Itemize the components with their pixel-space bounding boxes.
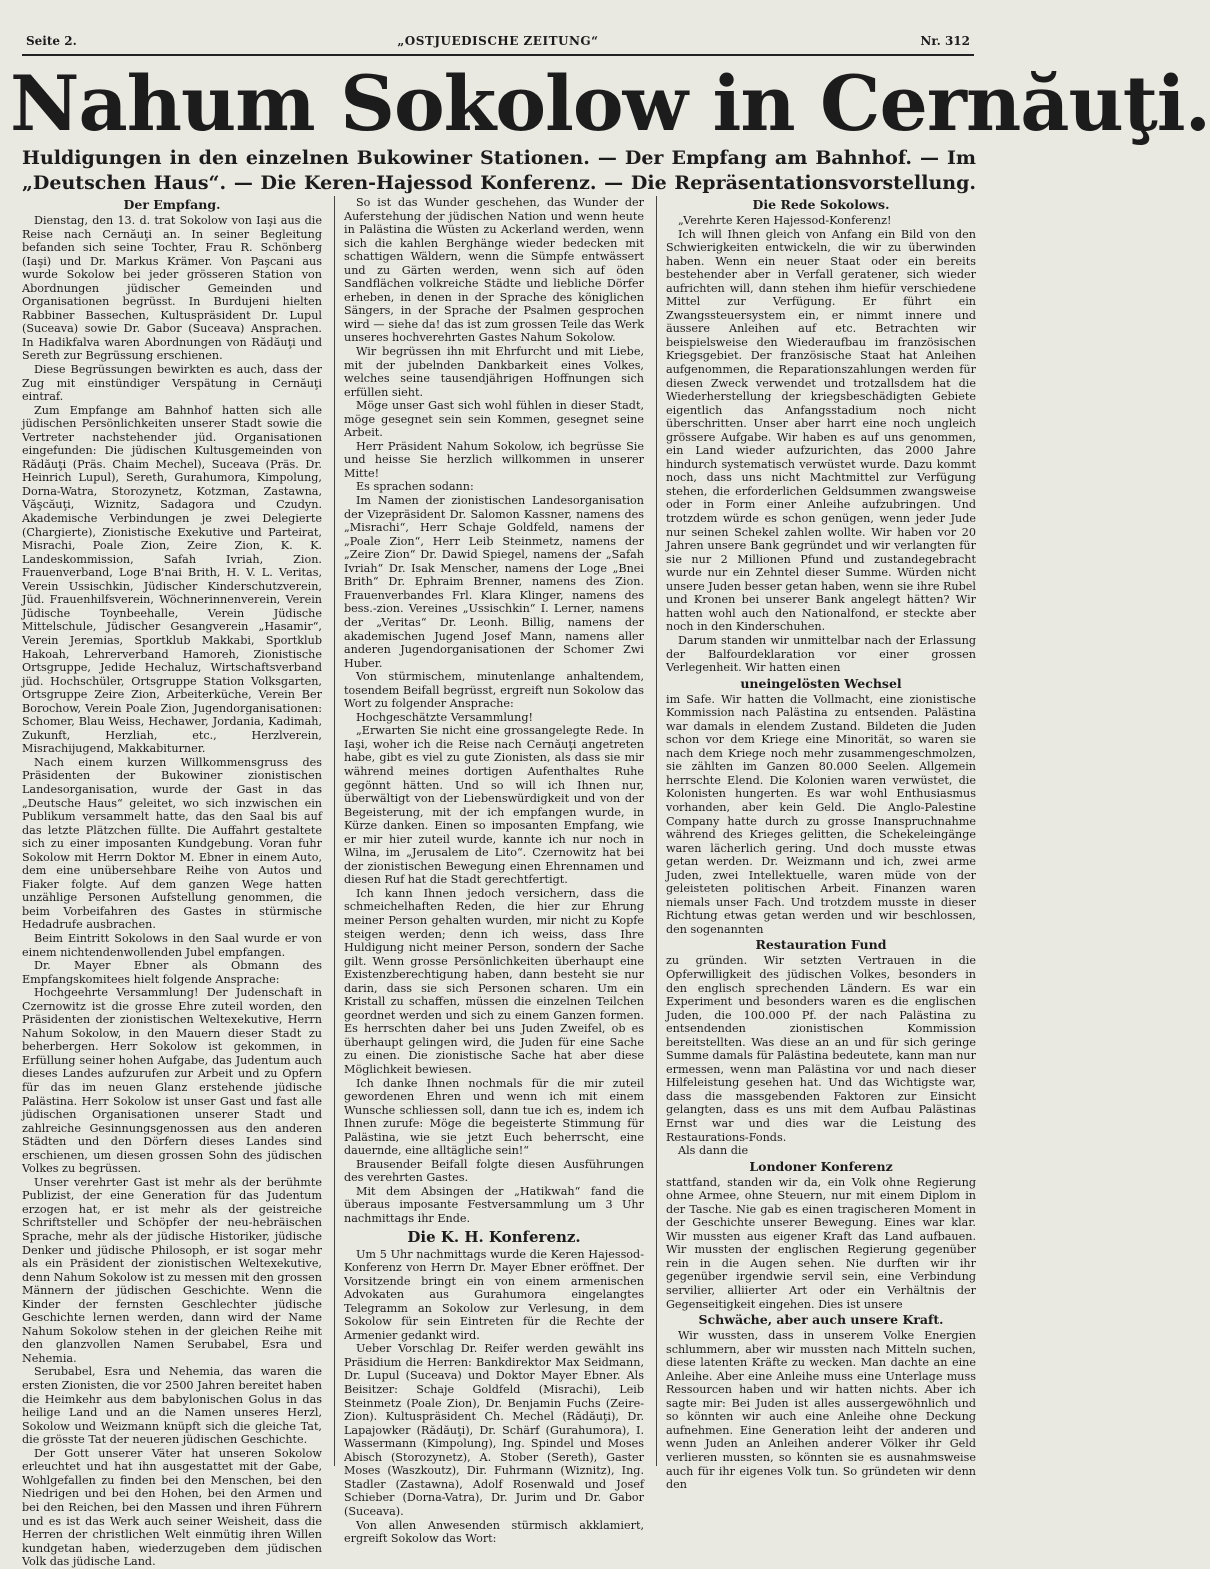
paragraph: Zum Empfange am Bahnhof hatten sich alle jüdischen Persönlichkeiten unserer Stadt sowie die Vertreter nachstehender jüd. Organisationen eingefunden: Die jüdischen Kultusgemeinden von Rădăuţi (Präs. Chaim Mechel), Suceava (Präs. Dr. Heinrich Lupul), Sereth, Gurahumora, Kimpolung, Dorna-Watra, Storozynetz, Kotzman, Zastawna, Văşcăuţi, Wiznitz, Sadagora und Czudyn. Akademische Verbindungen je zwei Delegierte (Chargierte), Zionistische Exekutive und Parteirat, Misrachi, Poale Zion, Zeire Zion, K. K. Landeskommission, Safah Ivriah, Zion. Frauenverband, Loge B'nai Brith, H. V. L. Veritas, Verein Ussischkin, Jüdischer Kinderschutzverein, Jüd. Frauenhilfsverein, Wöchnerinnenverein, Verein Jüdische Toynbeehalle, Verein Jüdische Mittelschule, Jüdischer Gesangverein „Hasamir“, Verein Jeremias, Sportklub Makkabi, Sportklub Hakoah, Lehrerverband Hamoreh, Zionistische Ortsgruppe, Jedide Hechaluz, Wirtschaftsverband jüd. Hochschüler, Ortsgruppe Station Volksgarten, Ortsgruppe Zeire Zion, Arbeiterküche, Verein Ber Borochow, Verein Poale Zion, Jugendorganisationen: Schomer, Blau Weiss, Hechawer, Jordania, Kadimah, Zukunft, Herzliah, etc., Herzlverein, Misrachijugend, Makkabiturner. bbox=[22, 403, 322, 756]
subheadline: Huldigungen in den einzelnen Bukowiner Stationen. — Der Empfang am Bahnhof. — Im „Deutschen Haus“. — Die Keren-Hajessod Konferenz. — Die Repräsentationsvorstellung. bbox=[22, 147, 976, 194]
paragraph: Ich kann Ihnen jedoch versichern, dass die schmeichelhaften Reden, die hier zur Ehrung meiner Person gehalten wurden, mir nicht zu Kopfe steigen werden; denn ich weiss, dass Ihre Huldigung nicht meiner Person, sondern der Sache gilt. Wenn grosse Persönlichkeiten überhaupt eine Existenzberechtigung haben, dann besteht sie nur darin, dass sie sich Personen scharen. Um ein Kristall zu schaffen, müssen die einzelnen Teilchen geordnet werden und sich zu einem Ganzen formen. Es herrschten daher bei uns Juden Zweifel, ob es überhaupt gelingen wird, die Juden für eine Sache zu einen. Die zionistische Sache hat aber diese Möglichkeit bewiesen. bbox=[344, 886, 644, 1076]
paragraph: Von allen Anwesenden stürmisch akklamiert, ergreift Sokolow das Wort: bbox=[344, 1518, 644, 1546]
header-rule bbox=[22, 54, 974, 56]
column-1 bbox=[22, 196, 322, 1569]
paragraph: Ich will Ihnen gleich von Anfang ein Bild von den Schwierigkeiten entwickeln, die wir zu überwinden haben. Wenn ein neuer Staat oder ein bereits bestehender aber in Verfall geratener, sich wieder aufrichten will, dann stehen ihm hiefür verschiedene Mittel zur Verfügung. Er führt ein Zwangssteuersystem ein, er nimmt innere und äussere Anleihen auf etc. Betrachten wir beispielsweise den Wiederaufbau im französischen Kriegsgebiet. Der französische Staat hat Anleihen aufgenommen, die Reparationszahlungen werden für diesen Zweck verwendet und trotzallsdem hat die Wiederherstellung der kriegsbeschädigten Gebiete eigentlich das Anfangsstadium noch nicht überschritten. Unser aber harrt eine noch ungleich grössere Aufgabe. Wir haben es auf uns genommen, ein Land wieder aufzurichten, das 2000 Jahre hindurch systematisch verwüstet wurde. Dazu kommt noch, dass uns nicht Machtmittel zur Verfügung stehen, die erforderlichen Geldsummen zwangsweise oder in Form einer Anleihe aufzubringen. Und trotzdem würde es schon genügen, wenn jeder Jude nur seinen Schekel zahlen wollte. Wir haben vor 20 Jahren unsere Bank gegründet und wir verlangten für sie nur 2 Millionen Pfund und zustandegebracht wurde nur ein Zehntel dieser Summe. Würden nicht unsere Juden besser getan haben, wenn sie ihre Rubel und Kronen bei unserer Bank angelegt hätten? Wir hatten wohl auch den Nationalfond, er steckte aber noch in den Kinderschuhen. bbox=[666, 227, 976, 634]
paragraph: „Verehrte Keren Hajessod-Konferenz! bbox=[678, 214, 892, 227]
section-heading-kh-konferenz: Die K. H. Konferenz. bbox=[407, 1227, 581, 1246]
page-number: Seite 2. bbox=[26, 34, 77, 48]
paragraph: Hochgeehrte Versammlung! Der Judenschaft in Czernowitz ist die grosse Ehre zuteil worden, den Präsidenten der zionistischen Weltexekutive, Herrn Nahum Sokolow, in den Mauern dieser Stadt zu beherbergen. Herr Sokolow ist gekommen, in Erfüllung seiner hohen Aufgabe, das Judentum auch dieses Landes aufzurufen zur Arbeit und zu Opfern für das im neuen Glanz erstehende jüdische Palästina. Herr Sokolow ist unser Gast und fast alle jüdischen Organisationen unserer Stadt und zahlreiche Gesinnungsgenossen aus den anderen Städten und den Dörfern dieses Landes sind erschienen, um diesen grossen Sohn des jüdischen Volkes zu begrüssen. bbox=[22, 986, 322, 1176]
column-3 bbox=[666, 196, 976, 1492]
paragraph: Wir wussten, dass in unserem Volke Energien schlummern, aber wir mussten nach Mitteln suchen, diese latenten Kräfte zu wecken. Man dachte an eine Anleihe. Aber eine Anleihe muss eine Unterlage muss Ressourcen haben und wir hatten nichts. Aber ich sagte mir: Bei Juden ist alles aussergewöhnlich und so könnten wir auch eine Anleihe ohne Deckung aufnehmen. Eine Generation leiht der anderen und wenn Juden an Anleihen anderer Völker ihr Geld verlieren mussten, so könnten sie es ausnahmsweise auch für ihr eigenes Volk tun. So gründeten wir denn den bbox=[666, 1329, 976, 1492]
paragraph: Als dann die bbox=[678, 1144, 749, 1158]
paragraph: Nach einem kurzen Willkommensgruss des Präsidenten der Bukowiner zionistischen Landesorganisation, wurde der Gast in das „Deutsche Haus“ geleitet, wo sich inzwischen ein Publikum versammelt hatte, das den Saal bis auf das letzte Plätzchen füllte. Die Auffahrt gestaltete sich zu einer imposanten Kundgebung. Voran fuhr Sokolow mit Herrn Doktor M. Ebner in einem Auto, dem eine unübersehbare Reihe von Autos und Fiaker folgte. Auf dem ganzen Wege hatten unzählige Personen Aufstellung genommen, die beim Vorbeifahren des Gastes in stürmische Hedadrufe ausbrachen. bbox=[22, 755, 322, 932]
paragraph: Darum standen wir unmittelbar nach der Erlassung der Balfourdeklaration vor einer grossen Verlegenheit. Wir hatten einen bbox=[666, 633, 976, 675]
paragraph: Möge unser Gast sich wohl fühlen in dieser Stadt, möge gesegnet sein sein Kommen, gesegnet seine Arbeit. bbox=[344, 399, 644, 440]
paragraph: Unser verehrter Gast ist mehr als der berühmte Publizist, der eine Generation für das Judentum erzogen hat, er ist mehr als der geistreiche Schriftsteller und Schöpfer der neu-hebräischen Sprache, mehr als der jüdische Historiker, jüdische Denker und jüdische Philosoph, er ist sogar mehr als ein Präsident der zionistischen Weltexekutive, denn Nahum Sokolow ist zu messen mit den grossen Männern der jüdischen Geschichte. Wenn die Kinder der fernsten Geschlechter jüdische Geschichte lernen werden, dann wird der Name Nahum Sokolow stehen in der gleichen Reihe mit den glanzvollen Namen Serubabel, Esra und Nehemia. bbox=[22, 1175, 322, 1365]
issue-number: Nr. 312 bbox=[920, 34, 970, 48]
subheading-restauration-fund: Restauration Fund bbox=[755, 937, 887, 953]
subheading-wechsel: uneingelösten Wechsel bbox=[740, 675, 902, 691]
headline: Nahum Sokolow in Cernăuţi. bbox=[10, 59, 1210, 148]
paragraph: Im Namen der zionistischen Landesorganisation der Vizepräsident Dr. Salomon Kassner, namens des „Misrachi“, Herr Schaje Goldfeld, namens der „Poale Zion“, Herr Leib Steinmetz, namens der „Zeire Zion“ Dr. Dawid Spiegel, namens der „Safah Ivriah“ Dr. Isak Menscher, namens der Loge „Bnei Brith“ Dr. Ephraim Brenner, namens des Zion. Frauenverbandes Frl. Klara Klinger, namens des bess.-zion. Vereines „Ussischkin“ I. Lerner, namens der „Veritas“ Dr. Leonh. Billig, namens der akademischen Jugend Josef Mann, namens aller anderen Jugendorganisationen der Schomer Zwi Huber. bbox=[344, 494, 644, 670]
paragraph: zu gründen. Wir setzten Vertrauen in die Opferwilligkeit des jüdischen Volkes, besonders in den englisch sprechenden Ländern. Es war ein Experiment und besonders waren es die englischen Juden, die 100.000 Pf. der nach Palästina zu entsendenden zionistischen Kommission bereitstellten. Was diese an an und für sich geringe Summe damals für Palästina bedeutete, kann man nur ermessen, wenn man Palästina vor und nach dieser Hilfeleistung gesehen hat. Und das Wichtigste war, dass die massgebenden Faktoren zur Einsicht gelangten, dass es uns mit dem Aufbau Palästinas Ernst war und dies war die Leistung des Restaurations-Fonds. bbox=[666, 954, 976, 1144]
paragraph: Der Gott unserer Väter hat unseren Sokolow erleuchtet und hat ihn ausgestattet mit der Gabe, Wohlgefallen zu finden bei den Menschen, bei den Niedrigen und bei den Hohen, bei den Armen und bei den Reichen, bei den Massen und ihren Führern und es ist das Werk auch seiner Weisheit, dass die Herren der christlichen Welt einmütig ihren Willen kundgetan haben, wiederzugeben dem jüdischen Volk das jüdische Land. bbox=[22, 1446, 322, 1569]
paragraph: „Erwarten Sie nicht eine grossangelegte Rede. In Iaşi, woher ich die Reise nach Cernăuţi angetreten habe, gibt es viel zu gute Zionisten, als dass sie mir während meines dortigen Aufenthaltes Ruhe gegönnt hätten. Und so will ich Ihnen nur, überwältigt von der Liebenswürdigkeit und von der Begeisterung, mit der ich empfangen wurde, in Kürze danken. Einen so imposanten Empfang, wie er mir hier zuteil wurde, kannte ich nur noch in Wilna, im „Jerusalem de Lito“. Czernowitz hat bei der zionistischen Bewegung einen Ehrennamen und diesen Ruf hat die Stadt gerechtfertigt. bbox=[344, 724, 644, 887]
subheading-schwaeche: Schwäche, aber auch unsere Kraft. bbox=[698, 1312, 944, 1328]
paragraph: Beim Eintritt Sokolows in den Saal wurde er von einem nichtendenwollenden Jubel empfangen. bbox=[22, 931, 322, 959]
paragraph: Diese Begrüssungen bewirkten es auch, dass der Zug mit einstündiger Verspätung in Cernăuţi eintraf. bbox=[22, 363, 322, 404]
paragraph: Es sprachen sodann: bbox=[356, 480, 474, 494]
paragraph: Von stürmischem, minutenlange anhaltendem, tosendem Beifall begrüsst, ergreift nun Sokolow das Wort zu folgender Ansprache: bbox=[344, 670, 644, 711]
paragraph: Wir begrüssen ihn mit Ehrfurcht und mit Liebe, mit der jubelnden Dankbarkeit eines Volkes, welches seine tausendjährigen Hoffnungen sich erfüllen sieht. bbox=[344, 345, 644, 399]
article-columns bbox=[22, 196, 978, 1569]
paragraph: stattfand, standen wir da, ein Volk ohne Regierung ohne Armee, ohne Steuern, nur mit einem Diplom in der Tasche. Nie gab es einen tragischeren Moment in der Geschichte unserer Bewegung. Eines war klar. Wir mussten aus eigener Kraft das Land aufbauen. Wir mussten der englischen Regierung gegenüber rein in die Augen sehen. Nie durften wir ihr gegenüber irgendwie servil sein, eine Verbindung servilier, alliierter Art oder ein Verhältnis der Gegenseitigkeit eingehen. Dies ist unsere bbox=[666, 1175, 976, 1311]
newspaper-name: „OSTJUEDISCHE ZEITUNG“ bbox=[397, 34, 599, 48]
paragraph: Um 5 Uhr nachmittags wurde die Keren Hajessod-Konferenz von Herrn Dr. Mayer Ebner eröffnet. Der Vorsitzende bringt ein von einem armenischen Advokaten aus Gurahumora eingelangtes Telegramm an Sokolow zur Verlesung, in dem Sokolow für sein Eintreten für die Rechte der Armenier gedankt wird. bbox=[344, 1247, 644, 1342]
paragraph: im Safe. Wir hatten die Vollmacht, eine zionistische Kommission nach Palästina zu entsenden. Palästina war damals in elendem Zustand. Bildeten die Juden schon vor dem Kriege eine Minorität, so waren sie nach dem Kriege noch mehr zusammengeschmolzen, sie zählten im Ganzen 80.000 Seelen. Allgemein herrschte Elend. Die Kolonien waren verwüstet, die Kolonisten hungerten. Es war wohl Enthusiasmus vorhanden, aber kein Geld. Die Anglo-Palestine Company hatte durch zu grosse Inanspruchnahme während des Krieges gelitten, die Schekeleingänge waren lächerlich gering. Und doch musste etwas getan werden. Dr. Weizmann und ich, zwei arme Juden, zwei Intellektuelle, waren müde von der geleisteten politischen Arbeit. Finanzen waren niemals unser Fach. Und trotzdem musste in dieser Richtung etwas getan werden und wir beschlossen, den sogenannten bbox=[666, 692, 976, 936]
subheading-londoner-konferenz: Londoner Konferenz bbox=[749, 1158, 893, 1174]
paragraph: Serubabel, Esra und Nehemia, das waren die ersten Zionisten, die vor 2500 Jahren bereitet haben die Heimkehr aus dem babylonischen Golus in das heilige Land und an die Namen unseres Herzl, Sokolow und Weizmann knüpft sich die gleiche Tat, die grösste Tat der neueren jüdischen Geschichte. bbox=[22, 1365, 322, 1447]
paragraph: Dr. Mayer Ebner als Obmann des Empfangskomitees hielt folgende Ansprache: bbox=[22, 959, 322, 986]
paragraph: Ich danke Ihnen nochmals für die mir zuteil gewordenen Ehren und wenn ich mit einem Wunsche schliessen soll, dann tue ich es, indem ich Ihnen zurufe: Möge die begeisterte Stimmung für Palästina, wie sie jetzt Euch beherrscht, eine dauernde, eine alltägliche sein!“ bbox=[344, 1076, 644, 1158]
section-heading-empfang: Der Empfang. bbox=[123, 197, 221, 212]
paragraph: Dienstag, den 13. d. trat Sokolow von Iaşi aus die Reise nach Cernăuţi an. In seiner Begleitung befanden sich seine Tochter, Frau R. Schönberg (Iaşi) und Dr. Markus Krämer. Von Paşcani aus wurde Sokolow bei jeder grösseren Station von Abordnungen jüdischer Gemeinden und Organisationen begrüsst. In Burdujeni hielten Rabbiner Bassechen, Kultuspräsident Dr. Lupul (Suceava) sowie Dr. Gabor (Suceava) Ansprachen. In Hadikfalva waren Abordnungen von Rădăuţi und Sereth zur Begrüssung erschienen. bbox=[22, 214, 322, 363]
paragraph: So ist das Wunder geschehen, das Wunder der Auferstehung der jüdischen Nation und wenn heute in Palästina die Wüsten zu Ackerland werden, wenn sich die kahlen Berghänge wieder bedecken mit schattigen Wäldern, wenn die Sümpfe entwässert und zu Gärten werden, wenn sich auf öden Sandflächen volkreiche Städte und liebliche Dörfer erheben, in denen in der Sprache des königlichen Sängers, in der Sprache der Psalmen gesprochen wird — siehe da! das ist zum grossen Teile das Werk unseres hochverehrten Gastes Nahum Sokolow. bbox=[344, 196, 644, 345]
paragraph: Herr Präsident Nahum Sokolow, ich begrüsse Sie und heisse Sie herzlich willkommen in unserer Mitte! bbox=[344, 439, 644, 480]
paragraph: Ueber Vorschlag Dr. Reifer werden gewählt ins Präsidium die Herren: Bankdirektor Max Seidmann, Dr. Lupul (Suceava) und Doktor Mayer Ebner. Als Beisitzer: Schaje Goldfeld (Misrachi), Leib Steinmetz (Poale Zion), Dr. Benjamin Fuchs (Zeire-Zion). Kultuspräsident Ch. Mechel (Rădăuţi), Dr. Lapajowker (Rădăuţi), Dr. Schärf (Gurahumora), I. Wassermann (Kimpolung), Ing. Spindel und Moses Abisch (Storozynetz), A. Stober (Sereth), Gaster Moses (Waszkoutz), Dir. Fuhrmann (Wiznitz), Ing. Stadler (Zastawna), Adolf Rosenwald und Josef Schieber (Dorna-Vatra), Dr. Jurim und Dr. Gabor (Suceava). bbox=[344, 1342, 644, 1518]
paragraph: Brausender Beifall folgte diesen Ausführungen des verehrten Gastes. bbox=[344, 1157, 644, 1185]
paragraph: Hochgeschätzte Versammlung! bbox=[356, 710, 533, 724]
column-2 bbox=[344, 196, 644, 1546]
paragraph: Mit dem Absingen der „Hatikwah“ fand die überaus imposante Festversammlung um 3 Uhr nachmittags ihr Ende. bbox=[344, 1184, 644, 1226]
section-heading-rede: Die Rede Sokolows. bbox=[752, 197, 890, 212]
running-head bbox=[26, 34, 970, 54]
